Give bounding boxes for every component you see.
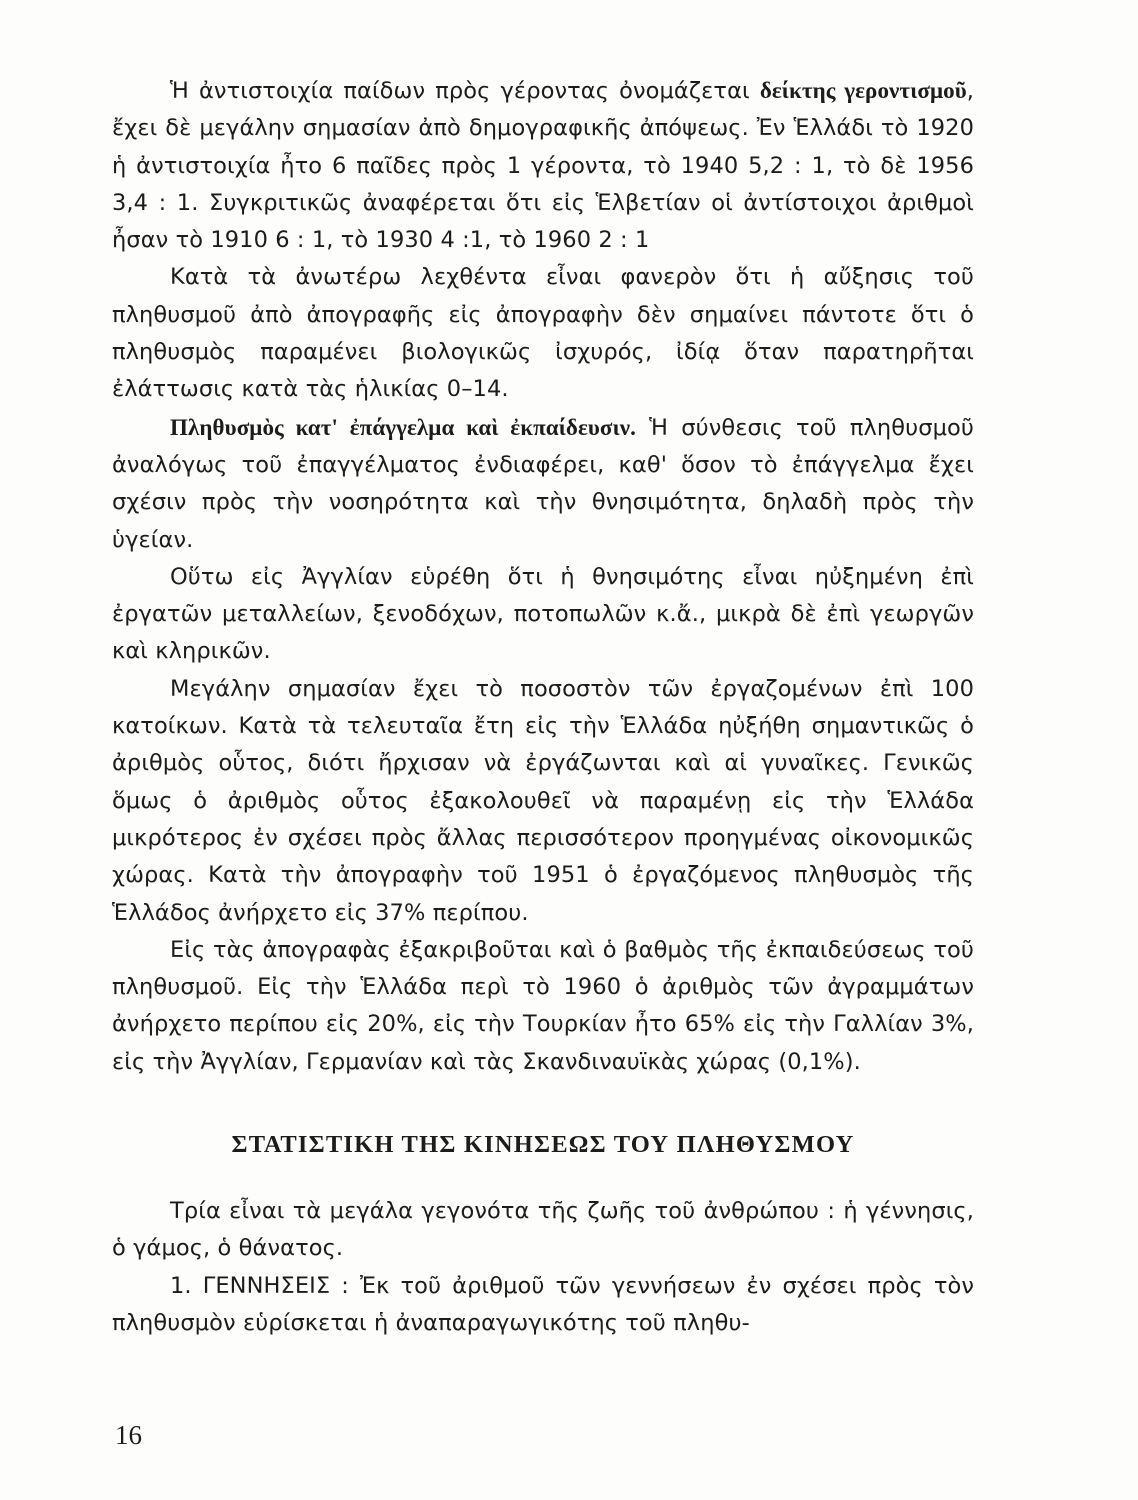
page-number: 16 xyxy=(115,1420,142,1450)
paragraph-aging-index xyxy=(112,72,974,259)
paragraph-text: , ἔχει δὲ μεγάλην σημασίαν ἀπὸ δημογραφικῆς ἀπόψεως. Ἐν Ἑλλάδι τὸ 1920 ἡ ἀντιστοιχία ἦτο 6 παῖδες πρὸς 1 γέροντα, τὸ 1940 5,2 : 1, τὸ δὲ 1956 3,4 : 1. Συγκριτικῶς ἀναφέρεται ὅτι εἰς Ἑλβετίαν οἱ ἀντίστοιχοι ἀριθμοὶ ἦσαν τὸ 1910 6 : 1, τὸ 1930 4 :1, τὸ 1960 2 : 1 xyxy=(112,78,975,254)
paragraph-text: Ἡ σύνθεσις τοῦ πληθυσμοῦ ἀναλόγως τοῦ ἐπαγγέλματος ἐνδιαφέρει, καθ' ὅσον τὸ ἐπάγγελμα ἔχει σχέσιν πρὸς τὴν νοσηρότητα καὶ τὴν θνησιμότητα, δηλαδὴ πρὸς τὴν ὑγείαν. xyxy=(112,414,975,553)
section-heading: ΣΤΑΤΙΣΤΙΚΗ ΤΗΣ ΚΙΝΗΣΕΩΣ ΤΟΥ ΠΛΗΘΥΣΜΟΥ xyxy=(231,1131,855,1159)
paragraph-population-growth: Κατὰ τὰ ἀνωτέρω λεχθέντα εἶναι φανερὸν ὅτι ἡ αὔξησις τοῦ πληθυσμοῦ ἀπὸ ἀπογραφῆς εἰς ἀπογραφὴν δὲν σημαίνει πάντοτε ὅτι ὁ πληθυσμὸς παραμένει βιολογικῶς ἰσχυρός, ἰδίᾳ ὅταν παρατηρῆται ἐλάττωσις κατὰ τὰς ἡλικίας 0–14. xyxy=(112,264,974,403)
page-body xyxy=(112,72,974,1342)
paragraph-births: 1. ΓΕΝΝΗΣΕΙΣ : Ἐκ τοῦ ἀριθμοῦ τῶν γεννήσεων ἐν σχέσει πρὸς τὸν πληθυσμὸν εὑρίσκεται ἡ ἀναπαραγωγικότης τοῦ πληθυ- xyxy=(112,1272,974,1336)
paragraph-workers-ratio: Μεγάλην σημασίαν ἔχει τὸ ποσοστὸν τῶν ἐργαζομένων ἐπὶ 100 κατοίκων. Κατὰ τὰ τελευταῖα ἔτη εἰς τὴν Ἑλλάδα ηὐξήθη σημαντικῶς ὁ ἀριθμὸς οὗτος, διότι ἤρχισαν νὰ ἐργάζωνται καὶ αἱ γυναῖκες. Γενικῶς ὅμως ὁ ἀριθμὸς οὗτος ἐξακολουθεῖ νὰ παραμένῃ εἰς τὴν Ἑλλάδα μικρότερος ἐν σχέσει πρὸς ἄλλας περισσότερον προηγμένας οἰκονομικῶς χώρας. Κατὰ τὴν ἀπογραφὴν τοῦ 1951 ὁ ἐργαζόμενος πληθυσμὸς τῆς Ἑλλάδος ἀνήρχετο εἰς 37% περίπου. xyxy=(112,675,974,926)
paragraph-england-mortality: Οὕτω εἰς Ἀγγλίαν εὑρέθη ὅτι ἡ θνησιμότης εἶναι ηὐξημένη ἐπὶ ἐργατῶν μεταλλείων, ξενοδόχων, ποτοπωλῶν κ.ἄ., μικρὰ δὲ ἐπὶ γεωργῶν καὶ κληρικῶν. xyxy=(112,563,974,665)
paragraph-life-events: Τρία εἶναι τὰ μεγάλα γεγονότα τῆς ζωῆς τοῦ ἀνθρώπου : ἡ γέννησις, ὁ γάμος, ὁ θάνατος. xyxy=(112,1198,974,1262)
subheading-occupation-education: Πληθυσμὸς κατ' ἐπάγγελμα καὶ ἐκπαίδευσιν. xyxy=(170,414,637,440)
term-aging-index: δείκτης γεροντισμοῦ xyxy=(759,78,967,103)
paragraph-occupation xyxy=(112,409,974,559)
paragraph-text: Ἡ ἀντιστοιχία παίδων πρὸς γέροντας ὀνομάζεται xyxy=(170,78,760,104)
paragraph-education: Εἰς τὰς ἀπογραφὰς ἐξακριβοῦται καὶ ὁ βαθμὸς τῆς ἐκπαιδεύσεως τοῦ πληθυσμοῦ. Εἰς τὴν Ἑλλάδα περὶ τὸ 1960 ὁ ἀριθμὸς τῶν ἀγραμμάτων ἀνήρχετο περίπου εἰς 20%, εἰς τὴν Τουρκίαν ἦτο 65% εἰς τὴν Γαλλίαν 3%, εἰς τὴν Ἀγγλίαν, Γερμανίαν καὶ τὰς Σκανδιναυϊκὰς χώρας (0,1%). xyxy=(112,936,974,1075)
